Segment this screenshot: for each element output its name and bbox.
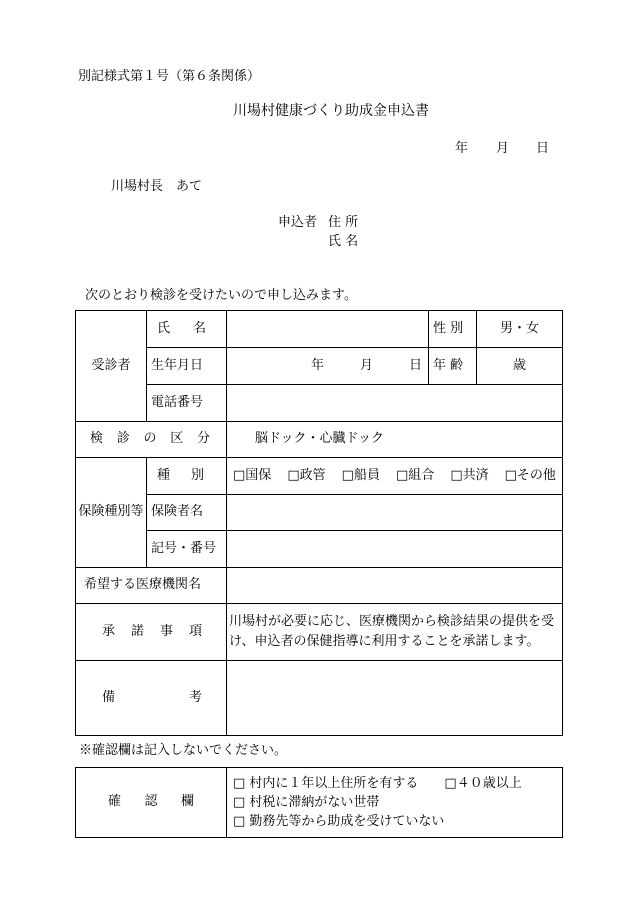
exam-label-char-1: 検 <box>90 431 104 447</box>
exam-label-char-3: の <box>143 431 157 447</box>
confirm-note: ※確認欄は記入しないでください。 <box>79 743 288 758</box>
consent-label-char-2: 諾 <box>130 623 144 639</box>
insurance-group-label: 保険種別等 <box>76 458 147 568</box>
exam-label-char-5: 分 <box>196 431 210 447</box>
insurance-type-kumiai[interactable]: □組合 <box>395 467 435 483</box>
dob-label: 生年月日 <box>147 348 227 385</box>
confirm-item-tax[interactable]: □ 村税に滞納がない世帯 <box>233 795 380 810</box>
consent-label <box>76 604 227 661</box>
exam-label-char-2: 診 <box>116 431 130 447</box>
confirm-label <box>76 768 227 838</box>
consent-text: 川場村が必要に応じ、医療機関から検診結果の提供を受け、申込者の保健指導に利用することを承諾します。 <box>227 604 563 661</box>
date-day: 日 <box>536 141 550 156</box>
gender-value[interactable]: 男・女 <box>477 311 563 348</box>
form-title: 川場村健康づくり助成金申込書 <box>233 103 429 119</box>
confirm-items <box>227 768 563 838</box>
confirm-item-residence[interactable]: □ 村内に１年以上住所を有する <box>233 776 419 791</box>
exam-label-char-4: 区 <box>170 431 184 447</box>
applicant-name-label: 氏 名 <box>328 234 359 249</box>
dob-day: 日 <box>408 357 422 373</box>
insurer-name-field[interactable] <box>227 495 563 531</box>
dob-year: 年 <box>310 357 324 373</box>
addressee: 川場村長 あて <box>111 179 203 194</box>
insurance-type-label <box>147 458 227 495</box>
phone-field[interactable] <box>227 385 563 422</box>
confirm-item-employer[interactable]: □ 勤務先等から助成を受けていない <box>233 814 445 829</box>
patient-group-label: 受診者 <box>76 311 147 422</box>
insurance-type-char-1: 種 <box>157 467 171 483</box>
phone-label: 電話番号 <box>147 385 227 422</box>
name-label-char-1: 氏 <box>157 320 171 336</box>
remarks-label-char-1: 備 <box>102 689 116 705</box>
confirm-label-char-1: 確 <box>108 794 122 810</box>
applicant-address-label: 住 所 <box>328 215 359 230</box>
remarks-label <box>76 661 227 736</box>
dob-month: 月 <box>359 357 373 373</box>
name-field[interactable] <box>227 311 429 348</box>
insurance-type-seikan[interactable]: □政管 <box>287 467 326 483</box>
intro-text: 次のとおり検診を受けたいので申し込みます。 <box>85 288 357 303</box>
age-label: 年 齢 <box>429 348 477 385</box>
remarks-field[interactable] <box>227 661 563 736</box>
age-unit[interactable]: 歳 <box>477 348 563 385</box>
insurance-type-kokuho[interactable]: □国保 <box>233 467 272 483</box>
date-month: 月 <box>496 141 510 156</box>
application-table <box>75 310 563 736</box>
symbol-number-field[interactable] <box>227 531 563 568</box>
name-label-char-2: 名 <box>192 320 206 336</box>
insurance-types <box>227 458 563 495</box>
date-year: 年 <box>455 141 469 156</box>
symbol-number-label: 記号・番号 <box>147 531 227 568</box>
confirm-label-char-2: 認 <box>144 794 158 810</box>
insurance-type-other[interactable]: □その他 <box>504 467 556 483</box>
consent-label-char-1: 承 <box>102 623 116 639</box>
name-label <box>147 311 227 348</box>
applicant-label: 申込者 <box>278 215 318 230</box>
exam-value-text: 脳ドック・心臓ドック <box>255 431 384 447</box>
exam-value[interactable] <box>227 422 563 458</box>
insurance-type-senin[interactable]: □船員 <box>341 467 380 483</box>
consent-label-char-4: 項 <box>188 623 202 639</box>
form-number: 別記様式第１号（第６条関係） <box>78 69 261 84</box>
exam-label <box>76 422 227 458</box>
consent-label-char-3: 事 <box>159 623 173 639</box>
hospital-label: 希望する医療機関名 <box>76 568 227 604</box>
insurer-name-label: 保険者名 <box>147 495 227 531</box>
gender-label: 性 別 <box>429 311 477 348</box>
confirm-table <box>75 767 563 838</box>
confirm-item-age[interactable]: □４０歳以上 <box>444 776 522 791</box>
confirm-label-char-3: 欄 <box>180 794 194 810</box>
dob-field[interactable] <box>227 348 429 385</box>
insurance-type-kyosai[interactable]: □共済 <box>450 467 489 483</box>
hospital-field[interactable] <box>227 568 563 604</box>
remarks-label-char-2: 考 <box>188 689 202 705</box>
insurance-type-char-2: 別 <box>190 467 204 483</box>
